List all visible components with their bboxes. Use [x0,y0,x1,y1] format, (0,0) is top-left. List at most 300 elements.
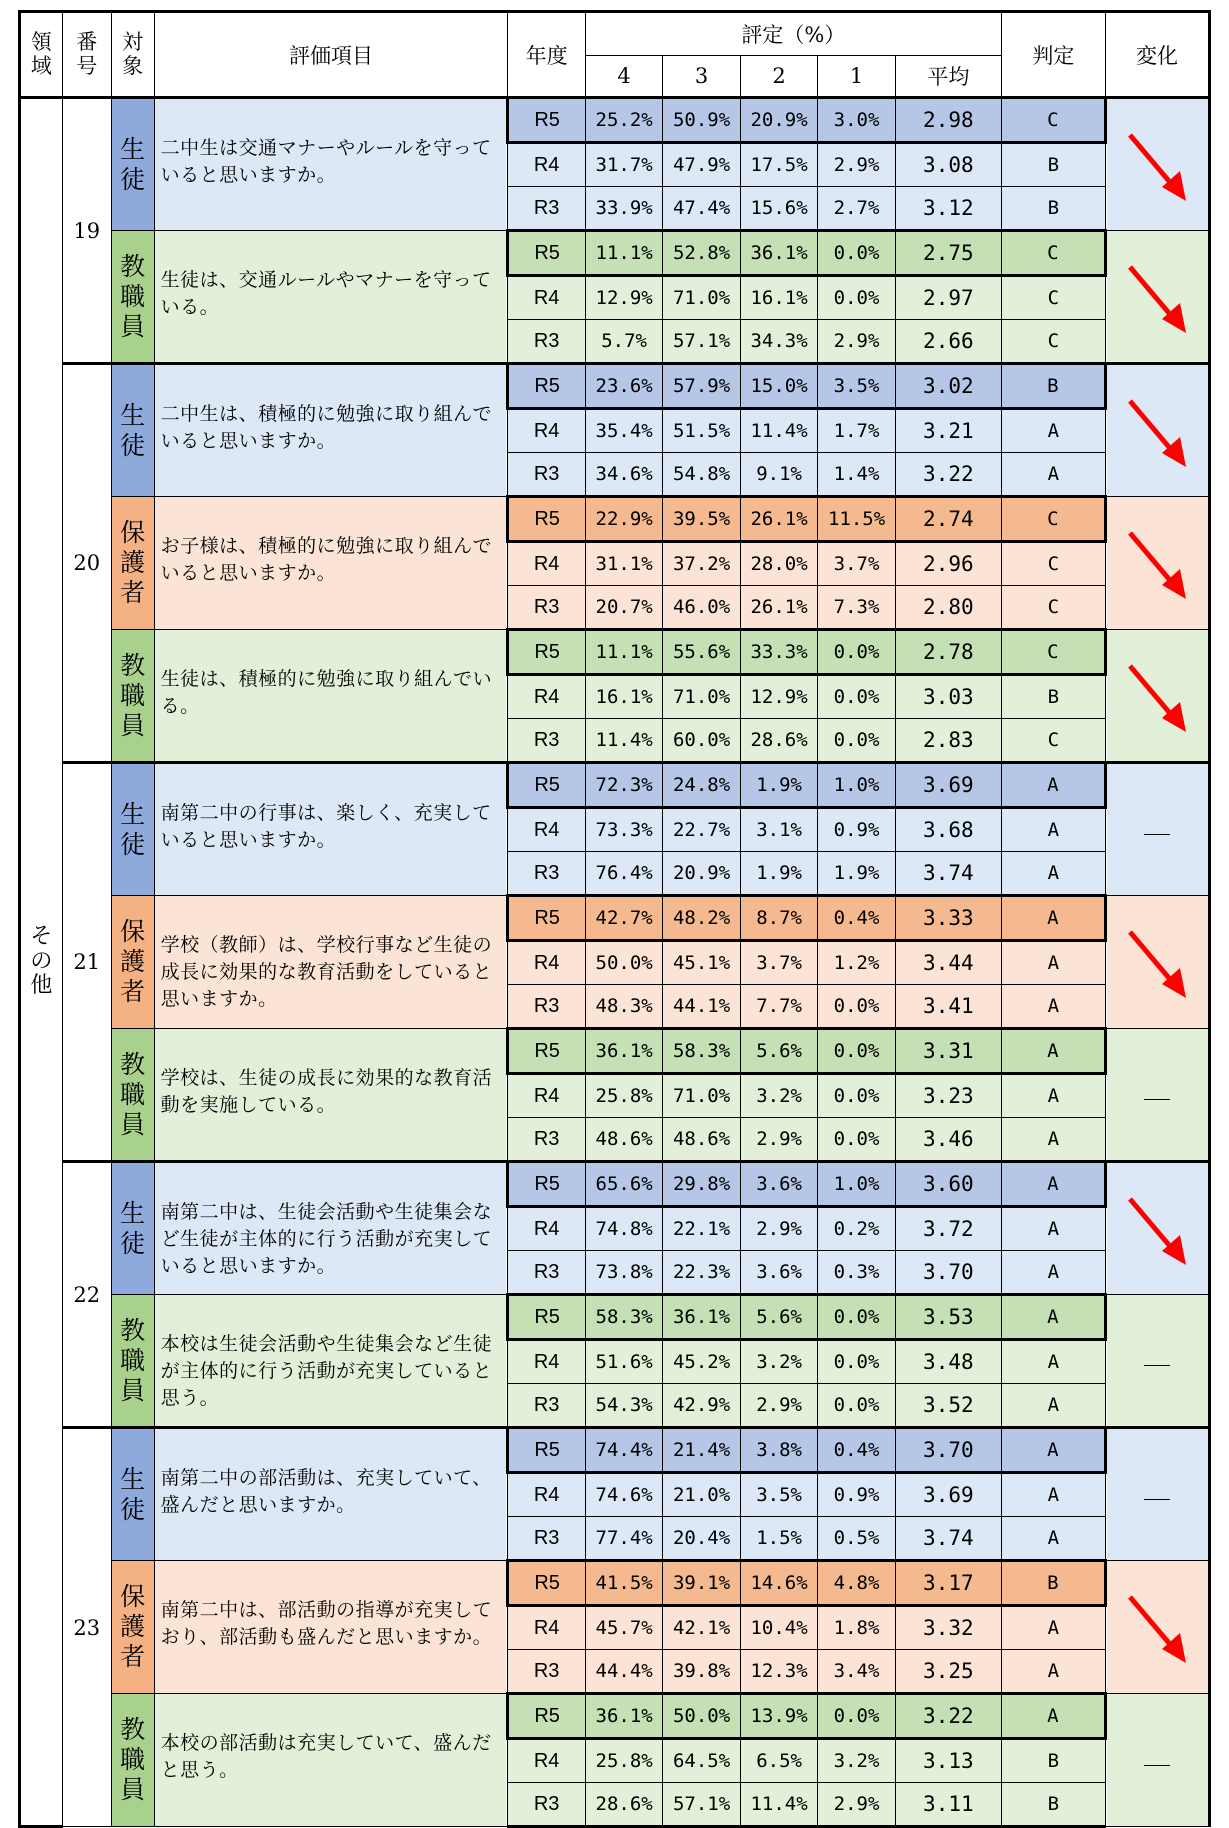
rating-4-cell: 33.9% [585,187,662,231]
table-body [20,98,1210,1827]
rating-4-cell: 73.3% [585,808,662,852]
rating-3-cell: 57.9% [663,364,740,409]
rating-1-cell: 0.0% [818,1029,895,1074]
rating-1-cell: 0.9% [818,1473,895,1517]
judgement-cell: A [1001,453,1105,497]
rating-1-cell: 0.0% [818,985,895,1029]
judgement-cell: B [1001,187,1105,231]
rating-1-cell: 11.5% [818,497,895,542]
rating-4-cell: 5.7% [585,320,662,364]
judgement-cell: B [1001,1739,1105,1783]
rating-1-cell: 0.0% [818,1384,895,1428]
year-cell: R5 [508,896,585,941]
judgement-cell: C [1001,320,1105,364]
year-cell: R5 [508,1428,585,1473]
target-label: 生徒 [120,134,146,194]
rating-2-cell: 12.9% [740,675,817,719]
rating-1-cell: 0.4% [818,1428,895,1473]
rating-1-cell: 0.0% [818,630,895,675]
target-label: 生徒 [120,400,146,460]
rating-2-cell: 1.5% [740,1517,817,1561]
judgement-cell: C [1001,630,1105,675]
change-cell [1105,1295,1209,1428]
year-cell: R3 [508,985,585,1029]
rating-4-cell: 25.2% [585,98,662,143]
arrow-down-right-icon [1122,125,1192,205]
rating-1-cell: 0.0% [818,1295,895,1340]
table-row [20,497,1210,542]
rating-4-cell: 45.7% [585,1606,662,1650]
average-cell: 2.96 [895,542,1001,586]
rating-2-cell: 3.2% [740,1074,817,1118]
change-cell [1105,98,1209,231]
judgement-cell: A [1001,1162,1105,1207]
target-student [111,1162,154,1295]
table-row [20,1428,1210,1473]
average-cell: 3.69 [895,1473,1001,1517]
rating-2-cell: 14.6% [740,1561,817,1606]
rating-4-cell: 50.0% [585,941,662,985]
evaluation-item: 生徒は、積極的に勉強に取り組んでいる。 [154,630,508,763]
rating-2-cell: 1.9% [740,763,817,808]
judgement-cell: B [1001,1783,1105,1827]
rating-1-cell: 0.0% [818,1118,895,1162]
judgement-cell: A [1001,985,1105,1029]
target-staff [111,630,154,763]
average-cell: 3.70 [895,1251,1001,1295]
header-average: 平均 [895,56,1001,98]
rating-3-cell: 51.5% [663,409,740,453]
judgement-cell: A [1001,1340,1105,1384]
rating-4-cell: 36.1% [585,1029,662,1074]
arrow-down-right-icon [1122,1587,1192,1667]
rating-3-cell: 47.4% [663,187,740,231]
rating-2-cell: 2.9% [740,1118,817,1162]
rating-3-cell: 29.8% [663,1162,740,1207]
change-cell [1105,763,1209,896]
year-cell: R3 [508,1384,585,1428]
evaluation-item: 学校（教師）は、学校行事など生徒の成長に効果的な教育活動をしていると思いますか。 [154,896,508,1029]
evaluation-item: 本校は生徒会活動や生徒集会など生徒が主体的に行う活動が充実していると思う。 [154,1295,508,1428]
rating-2-cell: 28.6% [740,719,817,763]
rating-3-cell: 39.5% [663,497,740,542]
rating-2-cell: 17.5% [740,143,817,187]
rating-2-cell: 26.1% [740,497,817,542]
average-cell: 3.17 [895,1561,1001,1606]
no-change-dash [1144,1365,1170,1366]
target-parent [111,497,154,630]
average-cell: 3.72 [895,1207,1001,1251]
target-label: 教職員 [120,650,146,740]
evaluation-sheet [18,10,1211,1828]
rating-1-cell: 1.8% [818,1606,895,1650]
year-cell: R4 [508,143,585,187]
rating-2-cell: 2.9% [740,1207,817,1251]
average-cell: 3.74 [895,1517,1001,1561]
arrow-down-right-icon [1122,922,1192,1002]
change-cell [1105,1428,1209,1561]
rating-1-cell: 1.9% [818,852,895,896]
rating-2-cell: 3.1% [740,808,817,852]
rating-2-cell: 11.4% [740,1783,817,1827]
judgement-cell: A [1001,852,1105,896]
average-cell: 3.23 [895,1074,1001,1118]
rating-2-cell: 5.6% [740,1029,817,1074]
rating-1-cell: 0.2% [818,1207,895,1251]
rating-4-cell: 36.1% [585,1694,662,1739]
year-cell: R5 [508,231,585,276]
rating-1-cell: 2.7% [818,187,895,231]
change-cell [1105,896,1209,1029]
average-cell: 3.68 [895,808,1001,852]
year-cell: R4 [508,1340,585,1384]
rating-2-cell: 1.9% [740,852,817,896]
judgement-cell: A [1001,1384,1105,1428]
year-cell: R5 [508,1295,585,1340]
rating-1-cell: 1.7% [818,409,895,453]
target-label: 保護者 [120,518,146,607]
evaluation-table [18,10,1211,1828]
rating-3-cell: 71.0% [663,276,740,320]
rating-3-cell: 39.1% [663,1561,740,1606]
rating-2-cell: 3.6% [740,1251,817,1295]
target-label: 生徒 [120,1198,146,1258]
rating-1-cell: 3.5% [818,364,895,409]
target-parent [111,1561,154,1694]
average-cell: 3.22 [895,453,1001,497]
rating-3-cell: 22.7% [663,808,740,852]
evaluation-item: 生徒は、交通ルールやマナーを守っている。 [154,231,508,364]
rating-4-cell: 11.1% [585,630,662,675]
average-cell: 3.12 [895,187,1001,231]
item-number: 22 [62,1162,111,1428]
arrow-down-right-icon [1122,1189,1192,1269]
judgement-cell: A [1001,1517,1105,1561]
rating-3-cell: 44.1% [663,985,740,1029]
target-student [111,763,154,896]
target-student [111,98,154,231]
rating-2-cell: 9.1% [740,453,817,497]
rating-3-cell: 58.3% [663,1029,740,1074]
rating-1-cell: 0.0% [818,1074,895,1118]
evaluation-item: 南第二中は、生徒会活動や生徒集会など生徒が主体的に行う活動が充実していると思いますか。 [154,1162,508,1295]
arrow-down-right-icon [1122,523,1192,603]
rating-1-cell: 0.0% [818,276,895,320]
table-row [20,364,1210,409]
header-year: 年度 [508,12,585,98]
judgement-cell: B [1001,1561,1105,1606]
rating-2-cell: 3.5% [740,1473,817,1517]
rating-4-cell: 65.6% [585,1162,662,1207]
table-row [20,98,1210,143]
rating-3-cell: 57.1% [663,320,740,364]
rating-1-cell: 0.0% [818,1340,895,1384]
table-row [20,763,1210,808]
rating-1-cell: 2.9% [818,143,895,187]
target-label: 保護者 [120,917,146,1006]
header-col-3: 3 [663,56,740,98]
rating-3-cell: 57.1% [663,1783,740,1827]
no-change-dash [1144,834,1170,835]
judgement-cell: B [1001,364,1105,409]
judgement-cell: A [1001,1118,1105,1162]
judgement-cell: A [1001,1295,1105,1340]
target-staff [111,231,154,364]
change-cell [1105,231,1209,364]
rating-3-cell: 64.5% [663,1739,740,1783]
year-cell: R4 [508,276,585,320]
evaluation-item: 南第二中の部活動は、充実していて、盛んだと思いますか。 [154,1428,508,1561]
item-number: 23 [62,1428,111,1827]
judgement-cell: C [1001,276,1105,320]
rating-4-cell: 74.4% [585,1428,662,1473]
year-cell: R5 [508,1162,585,1207]
rating-2-cell: 15.6% [740,187,817,231]
rating-1-cell: 0.5% [818,1517,895,1561]
change-cell [1105,364,1209,497]
target-label: 教職員 [120,251,146,341]
average-cell: 3.22 [895,1694,1001,1739]
rating-3-cell: 20.4% [663,1517,740,1561]
year-cell: R4 [508,409,585,453]
rating-1-cell: 1.0% [818,763,895,808]
average-cell: 2.74 [895,497,1001,542]
rating-4-cell: 42.7% [585,896,662,941]
judgement-cell: A [1001,1694,1105,1739]
target-label: 保護者 [120,1582,146,1671]
year-cell: R4 [508,1606,585,1650]
rating-4-cell: 22.9% [585,497,662,542]
table-row [20,1561,1210,1606]
rating-1-cell: 0.0% [818,1694,895,1739]
area-label: その他 [30,924,53,999]
rating-4-cell: 54.3% [585,1384,662,1428]
average-cell: 3.11 [895,1783,1001,1827]
header-change: 変化 [1105,12,1209,98]
rating-2-cell: 34.3% [740,320,817,364]
judgement-cell: A [1001,1606,1105,1650]
judgement-cell: C [1001,497,1105,542]
rating-3-cell: 42.9% [663,1384,740,1428]
rating-3-cell: 55.6% [663,630,740,675]
target-parent [111,896,154,1029]
average-cell: 3.33 [895,896,1001,941]
item-number: 21 [62,763,111,1162]
rating-3-cell: 45.2% [663,1340,740,1384]
judgement-cell: A [1001,1029,1105,1074]
rating-1-cell: 3.2% [818,1739,895,1783]
rating-4-cell: 25.8% [585,1739,662,1783]
year-cell: R3 [508,187,585,231]
average-cell: 2.97 [895,276,1001,320]
table-row [20,1162,1210,1207]
rating-3-cell: 50.9% [663,98,740,143]
rating-3-cell: 48.6% [663,1118,740,1162]
rating-1-cell: 3.4% [818,1650,895,1694]
rating-1-cell: 0.0% [818,719,895,763]
year-cell: R4 [508,1207,585,1251]
average-cell: 2.66 [895,320,1001,364]
rating-1-cell: 2.9% [818,1783,895,1827]
target-student [111,364,154,497]
year-cell: R4 [508,1473,585,1517]
rating-3-cell: 54.8% [663,453,740,497]
rating-1-cell: 7.3% [818,586,895,630]
evaluation-item: 学校は、生徒の成長に効果的な教育活動を実施している。 [154,1029,508,1162]
judgement-cell: A [1001,941,1105,985]
average-cell: 3.03 [895,675,1001,719]
year-cell: R4 [508,675,585,719]
rating-4-cell: 20.7% [585,586,662,630]
year-cell: R3 [508,1251,585,1295]
rating-2-cell: 16.1% [740,276,817,320]
average-cell: 3.08 [895,143,1001,187]
year-cell: R5 [508,1561,585,1606]
target-label: 生徒 [120,1464,146,1524]
average-cell: 3.25 [895,1650,1001,1694]
rating-3-cell: 21.4% [663,1428,740,1473]
change-cell [1105,1029,1209,1162]
table-row [20,896,1210,941]
rating-3-cell: 48.2% [663,896,740,941]
target-label: 教職員 [120,1049,146,1139]
average-cell: 2.80 [895,586,1001,630]
year-cell: R4 [508,1739,585,1783]
rating-4-cell: 58.3% [585,1295,662,1340]
average-cell: 2.98 [895,98,1001,143]
arrow-down-right-icon [1122,257,1192,337]
rating-3-cell: 52.8% [663,231,740,276]
rating-4-cell: 23.6% [585,364,662,409]
rating-2-cell: 12.3% [740,1650,817,1694]
item-number: 19 [62,98,111,364]
judgement-cell: A [1001,1207,1105,1251]
rating-3-cell: 24.8% [663,763,740,808]
evaluation-item: お子様は、積極的に勉強に取り組んでいると思いますか。 [154,497,508,630]
judgement-cell: C [1001,98,1105,143]
rating-4-cell: 11.1% [585,231,662,276]
rating-2-cell: 15.0% [740,364,817,409]
average-cell: 2.83 [895,719,1001,763]
year-cell: R4 [508,941,585,985]
header-area: 領域 [20,12,63,98]
evaluation-item: 二中生は交通マナーやルールを守っていると思いますか。 [154,98,508,231]
average-cell: 2.75 [895,231,1001,276]
average-cell: 3.52 [895,1384,1001,1428]
rating-2-cell: 8.7% [740,896,817,941]
rating-1-cell: 0.9% [818,808,895,852]
year-cell: R5 [508,98,585,143]
rating-4-cell: 34.6% [585,453,662,497]
year-cell: R5 [508,497,585,542]
rating-2-cell: 13.9% [740,1694,817,1739]
rating-1-cell: 0.4% [818,896,895,941]
rating-1-cell: 3.0% [818,98,895,143]
judgement-cell: A [1001,1428,1105,1473]
target-label: 教職員 [120,1715,146,1804]
average-cell: 3.69 [895,763,1001,808]
year-cell: R3 [508,1517,585,1561]
rating-2-cell: 3.8% [740,1428,817,1473]
rating-4-cell: 74.6% [585,1473,662,1517]
rating-4-cell: 31.1% [585,542,662,586]
rating-2-cell: 3.7% [740,941,817,985]
year-cell: R3 [508,453,585,497]
rating-3-cell: 47.9% [663,143,740,187]
rating-1-cell: 0.3% [818,1251,895,1295]
header-item: 評価項目 [154,12,508,98]
rating-3-cell: 37.2% [663,542,740,586]
average-cell: 3.70 [895,1428,1001,1473]
rating-3-cell: 21.0% [663,1473,740,1517]
rating-4-cell: 12.9% [585,276,662,320]
rating-4-cell: 41.5% [585,1561,662,1606]
year-cell: R4 [508,808,585,852]
rating-2-cell: 5.6% [740,1295,817,1340]
target-staff [111,1029,154,1162]
average-cell: 3.44 [895,941,1001,985]
header-col-4: 4 [585,56,662,98]
evaluation-item: 二中生は、積極的に勉強に取り組んでいると思いますか。 [154,364,508,497]
rating-3-cell: 22.1% [663,1207,740,1251]
rating-4-cell: 51.6% [585,1340,662,1384]
target-label: 生徒 [120,799,146,859]
target-label: 教職員 [120,1315,146,1405]
rating-3-cell: 71.0% [663,675,740,719]
average-cell: 3.21 [895,409,1001,453]
rating-4-cell: 44.4% [585,1650,662,1694]
rating-1-cell: 0.0% [818,231,895,276]
year-cell: R5 [508,1694,585,1739]
rating-2-cell: 20.9% [740,98,817,143]
header-judgement: 判定 [1001,12,1105,98]
rating-2-cell: 33.3% [740,630,817,675]
rating-4-cell: 48.6% [585,1118,662,1162]
target-student [111,1428,154,1561]
no-change-dash [1144,1099,1170,1100]
rating-3-cell: 45.1% [663,941,740,985]
average-cell: 2.78 [895,630,1001,675]
judgement-cell: A [1001,808,1105,852]
rating-3-cell: 71.0% [663,1074,740,1118]
rating-1-cell: 1.4% [818,453,895,497]
rating-3-cell: 36.1% [663,1295,740,1340]
rating-4-cell: 77.4% [585,1517,662,1561]
rating-1-cell: 3.7% [818,542,895,586]
average-cell: 3.32 [895,1606,1001,1650]
judgement-cell: A [1001,1074,1105,1118]
header-col-2: 2 [740,56,817,98]
no-change-dash [1144,1765,1170,1766]
rating-4-cell: 74.8% [585,1207,662,1251]
rating-4-cell: 72.3% [585,763,662,808]
year-cell: R3 [508,1118,585,1162]
rating-3-cell: 20.9% [663,852,740,896]
rating-3-cell: 22.3% [663,1251,740,1295]
average-cell: 3.31 [895,1029,1001,1074]
rating-2-cell: 7.7% [740,985,817,1029]
judgement-cell: A [1001,1251,1105,1295]
no-change-dash [1144,1499,1170,1500]
rating-3-cell: 42.1% [663,1606,740,1650]
rating-2-cell: 36.1% [740,231,817,276]
year-cell: R3 [508,586,585,630]
rating-4-cell: 73.8% [585,1251,662,1295]
area-cell [20,98,63,1827]
target-staff [111,1694,154,1827]
rating-3-cell: 60.0% [663,719,740,763]
evaluation-item: 南第二中は、部活動の指導が充実しており、部活動も盛んだと思いますか。 [154,1561,508,1694]
